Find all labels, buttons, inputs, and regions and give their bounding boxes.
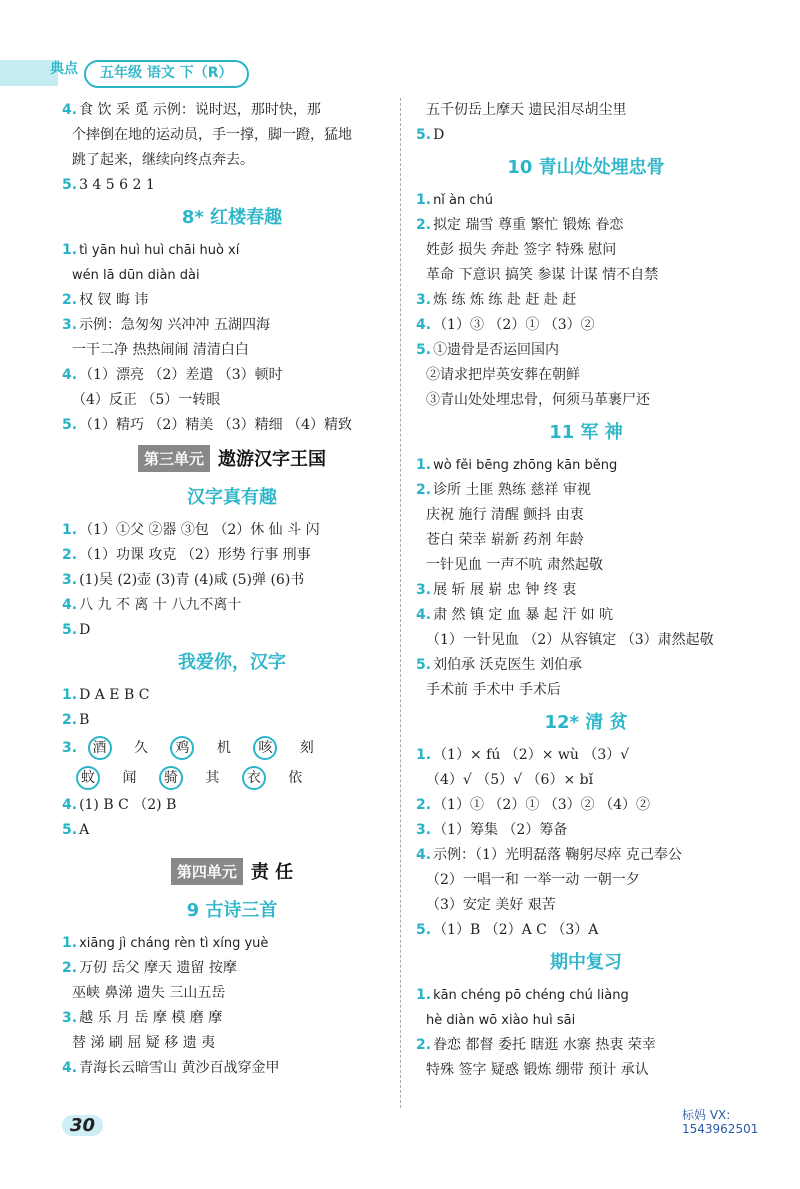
answer-line: 一针见血 一声不吭 肃然起敬 [426,557,603,573]
pinyin-line: 1. wò fěi bēng zhōng kān běng [416,457,618,473]
answer-line: 姓彭 损失 奔赴 签字 特殊 慰问 [426,242,617,258]
answer-line: 5. 刘伯承 沃克医生 刘伯承 [416,657,582,673]
lesson-title: 12* 清 贫 [544,712,628,733]
lesson-title: 10 青山处处埋忠骨 [507,157,665,178]
unit-title: 遨游汉字王国 [218,449,326,470]
unit-heading [62,438,402,478]
circled-char: 蚊 [76,766,100,790]
answer-line: 3. 展 斩 展 崭 忠 钟 终 衷 [416,582,577,598]
answer-line: 革命 下意识 搞笑 参谋 计谋 情不自禁 [426,267,659,283]
circled-char: 衣 [242,766,266,790]
answer-line: 5. D [62,622,91,638]
answer-line: （3）安定 美好 艰苦 [426,897,556,913]
answer-line: 2. 拟定 瑞雪 尊重 繁忙 锻炼 眷恋 [416,217,624,233]
answer-line: 5. ①遗骨是否运回国内 [416,342,560,358]
answer-line: 5. D [416,127,445,143]
lesson-title: 汉字真有趣 [187,487,277,508]
answer-line: 5. （1）B （2）A C （3）A [416,922,599,938]
answer-line: 2. （1）功课 攻克 （2）形势 行事 刑事 [62,547,311,563]
answer-line: 一干二净 热热闹闹 清清白白 [72,342,249,358]
pinyin-line: 1. nǐ àn chú [416,192,494,208]
answer-line: 3. （1）筹集 （2）筹备 [416,822,568,838]
circled-char: 骑 [159,766,183,790]
circled-char: 咳 [253,736,277,760]
answer-line: 1. （1）× fú （2）× wù （3）√ [416,747,630,763]
pinyin-line: 1. kān chéng pō chéng chú liàng [416,987,629,1003]
answer-line: （2）一唱一和 一举一动 一朝一夕 [426,872,640,888]
lesson-title: 11 军 神 [549,422,623,443]
answer-line: ②请求把岸英安葬在朝鲜 [426,367,580,383]
answer-line: 4. (1) B C （2) B [62,797,177,813]
answer-line: 3. 炼 练 炼 练 赴 赶 赴 赶 [416,292,577,308]
answer-line: 个摔倒在地的运动员，手一撑，脚一蹬，猛地 [72,127,352,143]
answer-line: 5. 3 4 5 6 2 1 [62,177,155,193]
watermark-text: 1543962501 [682,1122,759,1136]
answer-line: 4. （1）漂亮 （2）差遣 （3）顿时 [62,367,283,383]
watermark [682,1108,758,1136]
lesson-title: 9 古诗三首 [186,900,278,921]
page-header [0,58,250,88]
answer-line: 2. 诊所 土匪 熟练 慈祥 审视 [416,482,591,498]
pinyin-line: 1. xiāng jì cháng rèn tì xíng yuè [62,935,269,951]
answer-line: 3. 示例：急匆匆 兴冲冲 五湖四海 [62,317,270,333]
answer-line: 2. 万仞 岳父 摩天 遗留 按摩 [62,960,237,976]
left-column [62,98,402,1081]
answer-line: 苍白 荣幸 崭新 药剂 年龄 [426,532,584,548]
answer-line: 4. 肃 然 镇 定 血 暴 起 汗 如 吭 [416,607,614,623]
circled-char: 酒 [88,736,112,760]
pinyin-line: 1. tì yān huì huì chāi huò xí [62,242,240,258]
answer-line: （4）反正 （5）一转眼 [72,392,221,408]
circled-char: 鸡 [170,736,194,760]
unit-tag: 第四单元 [171,858,243,885]
pinyin-line: hè diàn wō xiào huì sāi [426,1013,576,1028]
unit-tag: 第三单元 [138,445,210,472]
page-number: 30 [62,1115,103,1136]
answer-line: 1. （1）①父 ②器 ③包 （2）休 仙 斗 闪 [62,522,320,538]
answer-line: 2. B [62,712,90,728]
unit-heading [62,851,402,891]
answer-line: 3. (1)吴 (2)壶 (3)青 (4)咸 (5)弹 (6)书 [62,572,305,588]
answer-line: 3. 越 乐 月 岳 摩 模 磨 摩 [62,1010,223,1026]
answer-line: 1. D A E B C [62,687,150,703]
answer-line: （4）√ （5）√ （6）× bǐ [426,772,594,788]
circled-line: 蚊 闻 骑 其 衣 依 [62,763,402,793]
circled-line: 3. 酒 久 鸡 机 咳 刻 [62,733,402,763]
answer-line: 庆祝 施行 清醒 颤抖 由衷 [426,507,584,523]
answer-line: 巫峡 鼻涕 遗失 三山五岳 [72,985,226,1001]
brand-logo: 典点 [50,61,78,77]
answer-line: 手术前 手术中 手术后 [426,682,561,698]
answer-line: 4. 示例：（1）光明磊落 鞠躬尽瘁 克己奉公 [416,847,682,863]
answer-line: 替 涕 刷 屈 疑 移 遗 夷 [72,1035,216,1051]
answer-line: 5. A [62,822,90,838]
watermark-text: 标妈 VX: [682,1108,731,1122]
lesson-title: 8* 红楼春趣 [181,207,283,228]
answer-line: （1）一针见血 （2）从容镇定 （3）肃然起敬 [426,632,714,648]
answer-line: 2. 眷恋 都督 委托 瞎逛 水寨 热衷 荣幸 [416,1037,656,1053]
answer-line: 2. （1）① （2）① （3）② （4）② [416,797,651,813]
unit-title: 责 任 [250,862,294,883]
pinyin-line: wén lā dūn diàn dài [72,268,200,283]
book-title: 五年级 语文 下（R） [84,60,249,88]
answer-line: 4. 八 九 不 离 十 八九不离十 [62,597,242,613]
answer-line: ③青山处处埋忠骨，何须马革裹尸还 [426,392,650,408]
lesson-title: 我爱你，汉字 [178,652,286,673]
answer-line: 5. （1）精巧 （2）精美 （3）精细 （4）精致 [62,417,353,433]
answer-line: 4. 食 饮 采 觅 示例：说时迟，那时快，那 [62,102,321,118]
lesson-title: 期中复习 [550,952,622,973]
answer-line: 特殊 签字 疑惑 锻炼 绷带 预计 承认 [426,1062,649,1078]
answer-line: 4. 青海长云暗雪山 黄沙百战穿金甲 [62,1060,280,1076]
answer-line: 五千仞岳上摩天 遗民泪尽胡尘里 [426,102,627,118]
right-column [416,98,756,1083]
answer-line: 2. 权 钗 晦 讳 [62,292,149,308]
answer-line: 跳了起来，继续向终点奔去。 [72,152,254,168]
answer-line: 4. （1）③ （2）① （3）② [416,317,595,333]
